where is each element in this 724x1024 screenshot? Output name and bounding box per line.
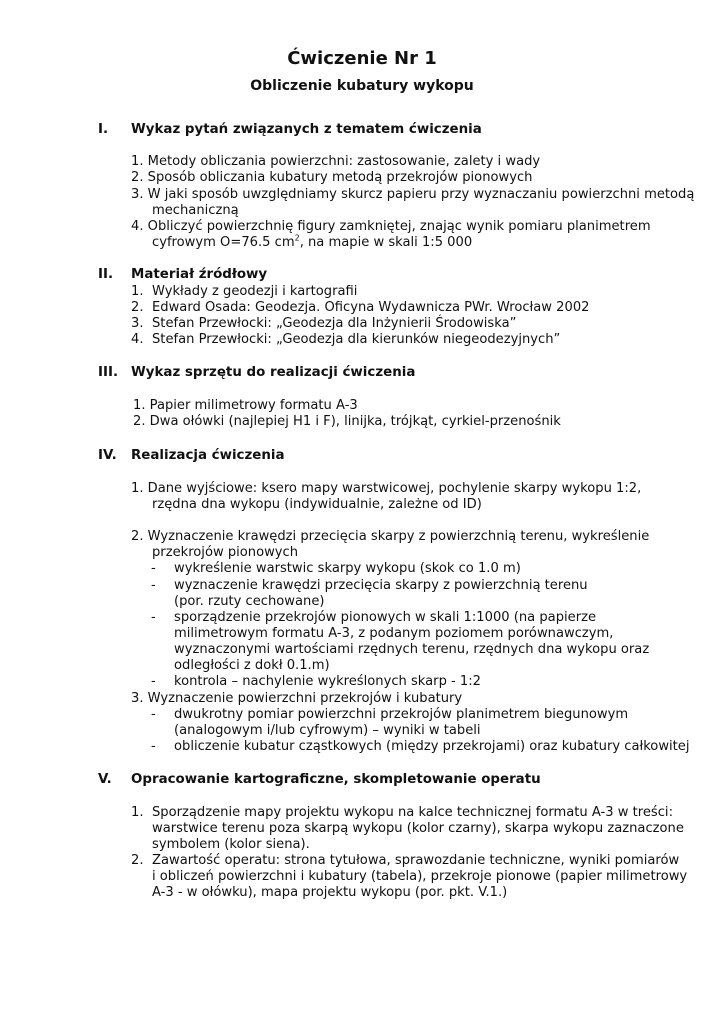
- list-item-continuation: i obliczeń powierzchni i kubatury (tabela), przekroje pionowe (papier milimetrowy: [152, 869, 688, 884]
- list-item: 1. Papier milimetrowy formatu A-3: [133, 398, 358, 413]
- list-number: 4.: [131, 332, 144, 347]
- section-heading: Realizacja ćwiczenia: [131, 448, 285, 463]
- list-item: 2. Dwa ołówki (najlepiej H1 i F), linijka, trójkąt, cyrkiel-przenośnik: [133, 414, 561, 429]
- sub-item: wykreślenie warstwic skarpy wykopu (skok co 1.0 m): [174, 561, 521, 576]
- sub-item-continuation: (analogowym i/lub cyfrowym) – wyniki w tabeli: [174, 723, 481, 738]
- list-number: 2.: [131, 853, 144, 868]
- dash-bullet: -: [151, 561, 156, 576]
- sub-item: wyznaczenie krawędzi przecięcia skarpy z powierzchnią terenu: [174, 578, 588, 593]
- list-item: 1. Metody obliczania powierzchni: zastosowanie, zalety i wady: [131, 154, 541, 169]
- list-item: 1. Dane wyjściowe: ksero mapy warstwicowej, pochylenie skarpy wykopu 1:2,: [131, 481, 642, 496]
- section-number: II.: [98, 267, 114, 282]
- superscript: 2: [294, 233, 300, 243]
- sub-item-continuation: odległości z dokł 0.1.m): [174, 658, 330, 673]
- sub-item-continuation: (por. rzuty cechowane): [174, 594, 325, 609]
- document-title: Ćwiczenie Nr 1: [287, 48, 437, 69]
- sub-item-continuation: wyznaczonymi wartościami rzędnych terenu, rzędnych dna wykopu oraz: [174, 642, 650, 657]
- section-heading: Wykaz pytań związanych z tematem ćwiczenia: [131, 122, 482, 137]
- list-item-continuation: warstwice terenu poza skarpą wykopu (kolor czarny), skarpa wykopu zaznaczone: [152, 821, 684, 836]
- list-item: Stefan Przewłocki: „Geodezja dla Inżynierii Środowiska”: [152, 316, 517, 331]
- list-number: 2.: [131, 300, 144, 315]
- dash-bullet: -: [151, 739, 156, 754]
- list-item-continuation: symbolem (kolor siena).: [152, 837, 310, 852]
- sub-item: kontrola – nachylenie wykreślonych skarp - 1:2: [174, 674, 481, 689]
- section-number: I.: [98, 122, 109, 137]
- list-item: 4. Obliczyć powierzchnię figury zamkniętej, znając wynik pomiaru planimetrem: [131, 219, 651, 234]
- list-item: Wykłady z geodezji i kartografii: [152, 284, 358, 299]
- list-item: 3. Wyznaczenie powierzchni przekrojów i kubatury: [131, 691, 463, 706]
- list-item: Zawartość operatu: strona tytułowa, sprawozdanie techniczne, wyniki pomiarów: [152, 853, 680, 868]
- list-item: 3. W jaki sposób uwzględniamy skurcz papieru przy wyznaczaniu powierzchni metodą: [131, 187, 695, 202]
- list-item-continuation: [152, 235, 472, 251]
- list-number: 1.: [131, 805, 144, 820]
- formula-text-tail: , na mapie w skali 1:5 000: [299, 235, 473, 250]
- list-number: 3.: [131, 316, 144, 331]
- sub-item: sporządzenie przekrojów pionowych w skali 1:1000 (na papierze: [174, 610, 597, 625]
- sub-item: obliczenie kubatur cząstkowych (między przekrojami) oraz kubatury całkowitej: [174, 739, 690, 754]
- dash-bullet: -: [151, 578, 156, 593]
- sub-item-continuation: milimetrowym formatu A-3, z podanym poziomem porównawczym,: [174, 626, 614, 641]
- list-item-continuation: przekrojów pionowych: [152, 545, 299, 560]
- section-number: IV.: [98, 448, 117, 463]
- formula-text: cyfrowym O=76.5 cm: [152, 235, 295, 250]
- list-item-continuation: A-3 - w ołówku), mapa projektu wykopu (por. pkt. V.1.): [152, 885, 508, 900]
- section-heading: Materiał źródłowy: [131, 267, 268, 282]
- section-heading: Wykaz sprzętu do realizacji ćwiczenia: [131, 365, 416, 380]
- list-item: 2. Sposób obliczania kubatury metodą przekrojów pionowych: [131, 170, 533, 185]
- section-number: V.: [98, 772, 112, 787]
- list-item: Edward Osada: Geodezja. Oficyna Wydawnicza PWr. Wrocław 2002: [152, 300, 590, 315]
- list-item: 2. Wyznaczenie krawędzi przecięcia skarpy z powierzchnią terenu, wykreślenie: [131, 529, 650, 544]
- dash-bullet: -: [151, 707, 156, 722]
- document-subtitle: Obliczenie kubatury wykopu: [250, 78, 474, 94]
- dash-bullet: -: [151, 674, 156, 689]
- list-item-continuation: mechaniczną: [152, 203, 239, 218]
- list-item: Sporządzenie mapy projektu wykopu na kalce technicznej formatu A-3 w treści:: [152, 805, 673, 820]
- list-number: 1.: [131, 284, 144, 299]
- list-item: Stefan Przewłocki: „Geodezja dla kierunków niegeodezyjnych”: [152, 332, 561, 347]
- dash-bullet: -: [151, 610, 156, 625]
- sub-item: dwukrotny pomiar powierzchni przekrojów planimetrem biegunowym: [174, 707, 629, 722]
- section-heading: Opracowanie kartograficzne, skompletowanie operatu: [131, 772, 541, 787]
- list-item-continuation: rzędna dna wykopu (indywidualnie, zależne od ID): [152, 497, 482, 512]
- section-number: III.: [98, 365, 119, 380]
